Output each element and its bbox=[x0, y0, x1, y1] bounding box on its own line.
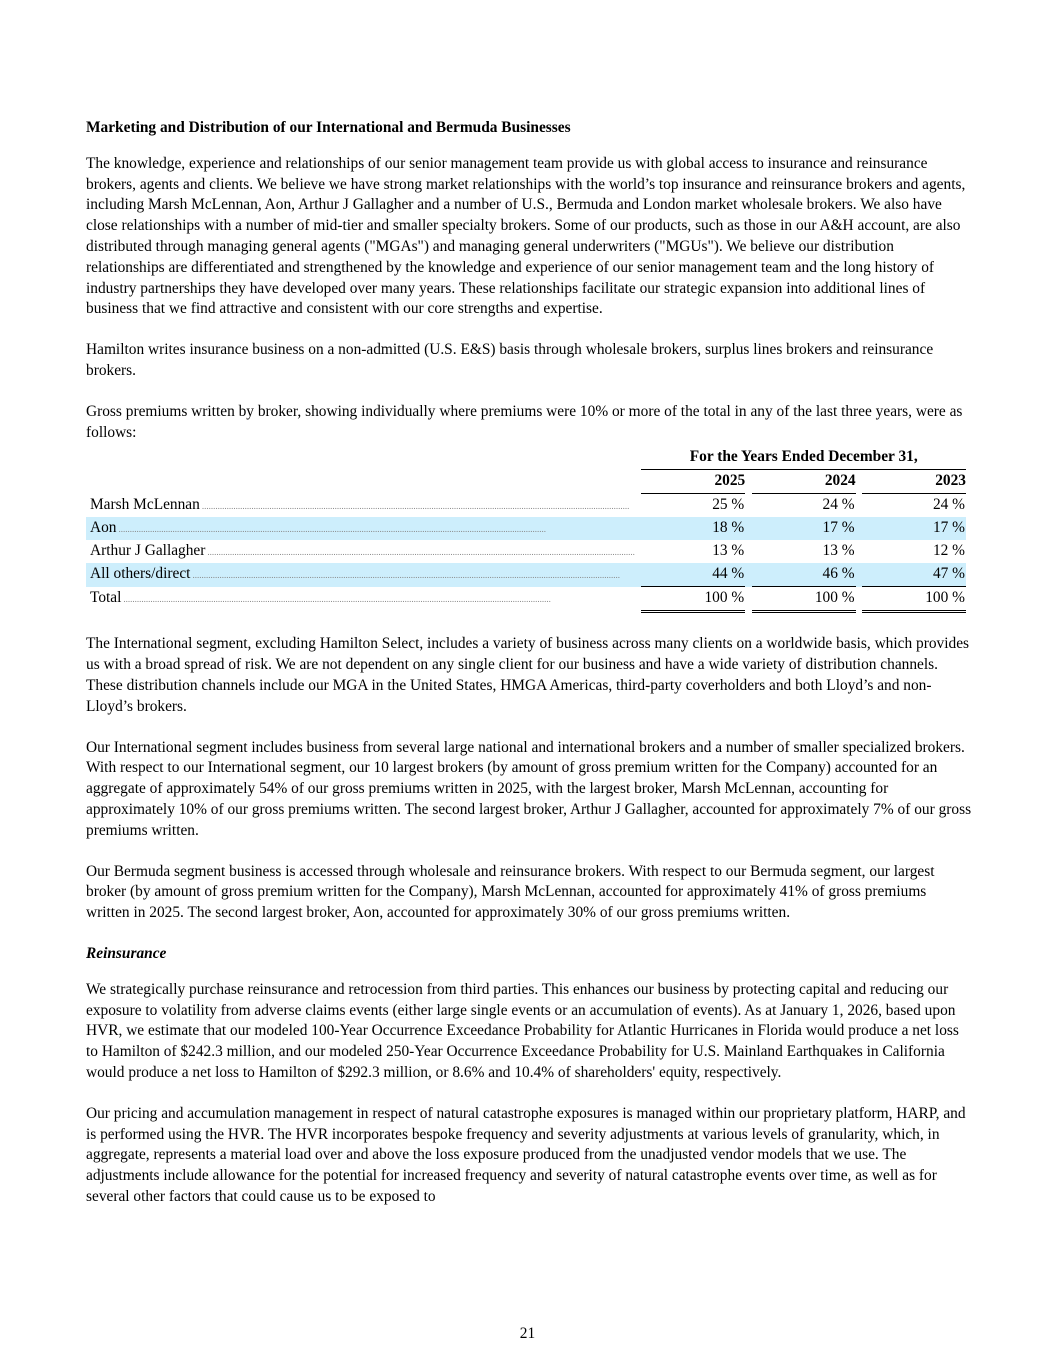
table-row: Aon .............................................................................................................................................................................................. 18 % 17 % 17 % bbox=[86, 517, 966, 540]
paragraph-reinsurance: We strategically purchase reinsurance and retrocession from third parties. This enhances our business by protecting capital and reducing our exposure to volatility from adverse claims events (either large single events or an accumulation of events). As at January 1, 2026, based upon HVR, we estimate that our modeled 100-Year Occurrence Exceedance Probability for Atlantic Hurricanes in Florida would produce a net loss to Hamilton of $242.3 million, and our modeled 250-Year Occurrence Exceedance Probability for U.S. Mainland Earthquakes in California would produce a net loss to Hamilton of $292.3 million, or 8.6% and 10.4% of shareholders' equity, respectively. bbox=[86, 980, 959, 1081]
years-header: For the Years Ended December 31, bbox=[641, 446, 966, 470]
paragraph-hamilton-writes: Hamilton writes insurance business on a non-admitted (U.S. E&S) basis through wholesale brokers, surplus lines brokers and reinsurance brokers. bbox=[86, 341, 934, 379]
cell-value: 100 % bbox=[704, 589, 745, 607]
table-row: All others/direct .............................................................................................................................................................................................. 44 % 46 % 47 % bbox=[86, 563, 966, 587]
cell-value: 12 % bbox=[932, 542, 965, 560]
paragraph-international-segment: The International segment, excluding Hamilton Select, includes a variety of business across many clients on a worldwide basis, which provides us with a broad spread of risk. We are not dependent on any single client for our business and have a wide variety of distribution channels. These distribution channels include our MGA in the United States, HMGA Americas, third-party coverholders and both Lloyd’s and non-Lloyd’s brokers. bbox=[86, 635, 970, 715]
table-year-row bbox=[86, 470, 966, 494]
cell-value: 17 % bbox=[822, 519, 855, 537]
cell-value: 100 % bbox=[925, 589, 965, 607]
year-2024: 2024 bbox=[752, 470, 856, 494]
cell-value: 18 % bbox=[712, 519, 745, 537]
section-title: Marketing and Distribution of our International and Bermuda Businesses bbox=[86, 119, 571, 136]
row-label: All others/direct bbox=[90, 565, 191, 583]
cell-value: 24 % bbox=[822, 496, 855, 514]
table-row: Arthur J Gallagher .............................................................................................................................................................................................. 13 % 13 % 12 % bbox=[86, 540, 966, 563]
cell-value: 25 % bbox=[712, 496, 745, 514]
cell-value: 44 % bbox=[712, 565, 745, 583]
table-row: Marsh McLennan .............................................................................................................................................................................................. 25 % 24 % 24 % bbox=[86, 494, 966, 518]
document-page bbox=[86, 118, 972, 1228]
year-2023: 2023 bbox=[862, 470, 966, 494]
cell-value: 100 % bbox=[814, 589, 855, 607]
cell-value: 13 % bbox=[712, 542, 745, 560]
cell-value: 13 % bbox=[822, 542, 855, 560]
cell-value: 17 % bbox=[932, 519, 965, 537]
row-label: Total bbox=[90, 589, 122, 607]
page-number: 21 bbox=[519, 1325, 536, 1342]
paragraph-intro: The knowledge, experience and relationships of our senior management team provide us with global access to insurance and reinsurance brokers, agents and clients. We believe we have strong market relationships with the world’s top insurance and reinsurance brokers and agents, including Marsh McLennan, Aon, Arthur J Gallagher and a number of U.S., Bermuda and London market wholesale brokers. We also have close relationships with a number of mid-tier and smaller specialty brokers. Some of our products, such as those in our A&H account, are also distributed through managing general agents ("MGAs") and managing general underwriters ("MGUs"). We believe our distribution relationships are differentiated and strengthened by the knowledge and experience of our senior management team and the long history of industry partnerships they have developed over many years. These relationships facilitate our strategic expansion into additional lines of business that we find attractive and consistent with our core strengths and expertise. bbox=[86, 154, 966, 318]
cell-value: 46 % bbox=[822, 565, 855, 583]
cell-value: 47 % bbox=[932, 565, 965, 583]
table-header-row bbox=[86, 446, 966, 470]
table-total-row: Total .............................................................................................................................................................................................. 100 % 100 % 100 % bbox=[86, 587, 966, 612]
paragraph-international-brokers: Our International segment includes business from several large national and international brokers and a number of smaller specialized brokers. With respect to our International segment, our 10 largest brokers (by amount of gross premium written for the Company) accounted for an aggregate of approximately 54% of our gross premiums written in 2025, with the largest broker, Marsh McLennan, accounting for approximately 10% of our gross premiums written. The second largest broker, Arthur J Gallagher, accounted for approximately 7% of our gross premiums written. bbox=[86, 738, 972, 839]
paragraph-bermuda-segment: Our Bermuda segment business is accessed through wholesale and reinsurance brokers. With respect to our Bermuda segment, our largest broker (by amount of gross premium written for the Company), Marsh McLennan, accounted for approximately 41% of gross premiums written in 2025. The second largest broker, Aon, accounted for approximately 30% of our gross premiums written. bbox=[86, 862, 935, 922]
cell-value: 24 % bbox=[932, 496, 965, 514]
row-label: Aon bbox=[90, 518, 117, 536]
paragraph-pricing: Our pricing and accumulation management in respect of natural catastrophe exposures is managed within our proprietary platform, HARP, and is performed using the HVR. The HVR incorporates bespoke frequency and severity adjustments at various levels of granularity, which, in aggregate, represents a material load over and above the loss exposure produced from the unadjusted vendor models that we use. The adjustments include allowance for the potential for increased frequency and severity of natural catastrophe events over time, as well as for several other factors that could cause us to be exposed to bbox=[86, 1104, 966, 1205]
paragraph-gross-premiums: Gross premiums written by broker, showing individually where premiums were 10% or more of the total in any of the last three years, were as follows: bbox=[86, 402, 963, 441]
broker-premiums-table bbox=[86, 446, 966, 613]
reinsurance-title: Reinsurance bbox=[86, 944, 167, 962]
year-2025: 2025 bbox=[641, 470, 745, 494]
row-label: Arthur J Gallagher bbox=[90, 541, 206, 559]
row-label: Marsh McLennan bbox=[90, 495, 200, 513]
